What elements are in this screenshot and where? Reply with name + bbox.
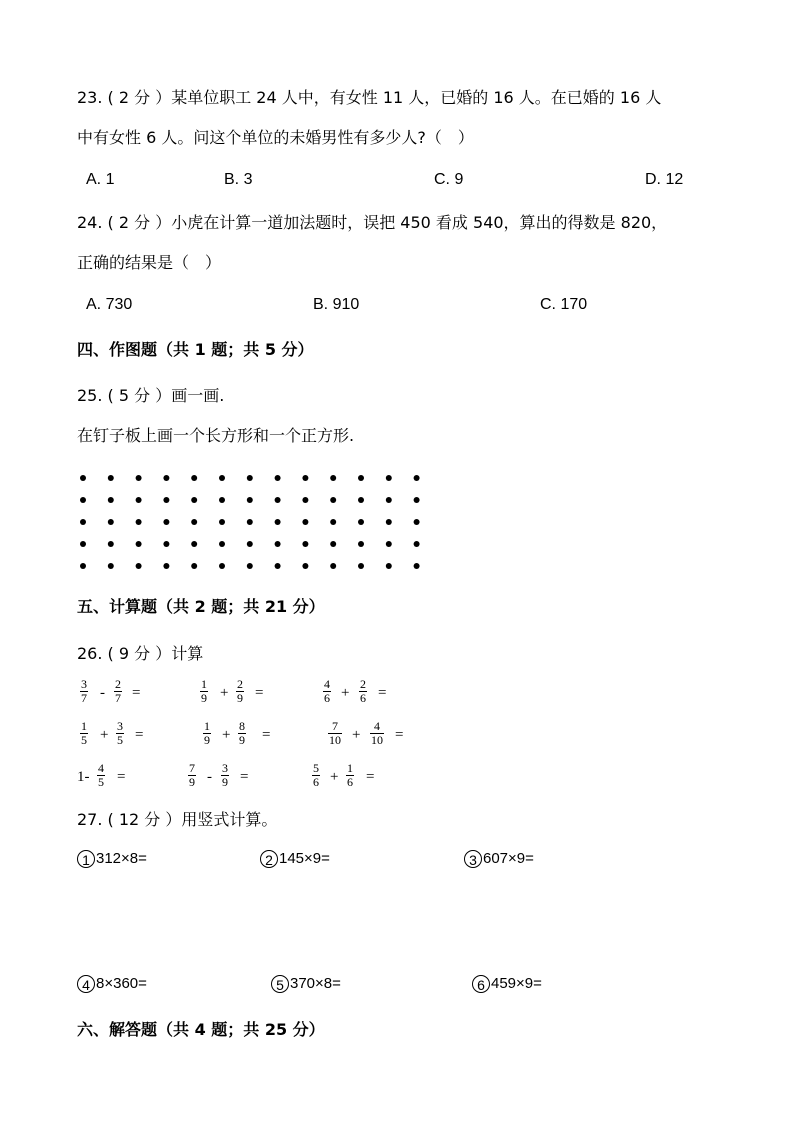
pegboard-grid[interactable] <box>70 468 430 578</box>
peg-dot[interactable] <box>163 475 169 481</box>
q27-item-4: 4 8×360= <box>77 975 147 993</box>
q26-expression-3: $\frac{4}{6}$ + $\frac{2}{6}$ = <box>324 677 387 705</box>
peg-dot[interactable] <box>386 475 392 481</box>
peg-dot[interactable] <box>302 497 308 503</box>
peg-dot[interactable] <box>108 563 114 569</box>
peg-dot[interactable] <box>302 563 308 569</box>
peg-dot[interactable] <box>108 519 114 525</box>
q27-item-5: 5 370×8= <box>271 975 341 993</box>
q23-option-a: A. 1 <box>86 171 115 188</box>
q26-text-line1: 26. ( 9 分 ）计算 <box>77 644 204 663</box>
peg-dot[interactable] <box>414 497 420 503</box>
q26-expression-2: $\frac{1}{9}$ + $\frac{2}{9}$ = <box>201 677 264 705</box>
q23-text-line1: 23. ( 2 分 ）某单位职工 24 人中，有女性 11 人，已婚的 16 人。在已婚的 16 人 <box>77 88 662 107</box>
peg-dot[interactable] <box>219 475 225 481</box>
peg-dot[interactable] <box>358 475 364 481</box>
q27-item-6: 6 459×9= <box>472 975 542 993</box>
q26-expression-8: $\frac{7}{9}$ - $\frac{3}{9}$ = <box>189 761 249 789</box>
peg-dot[interactable] <box>247 563 253 569</box>
peg-dot[interactable] <box>330 475 336 481</box>
peg-dot[interactable] <box>80 563 86 569</box>
peg-dot[interactable] <box>275 563 281 569</box>
peg-dot[interactable] <box>275 519 281 525</box>
peg-dot[interactable] <box>163 497 169 503</box>
peg-dot[interactable] <box>386 563 392 569</box>
peg-dot[interactable] <box>358 563 364 569</box>
peg-dot[interactable] <box>414 475 420 481</box>
peg-dot[interactable] <box>302 475 308 481</box>
q25-text-line1: 25. ( 5 分 ）画一画. <box>77 386 225 405</box>
section-heading-drawing: 四、作图题（共 1 题；共 5 分） <box>77 340 314 359</box>
peg-dot[interactable] <box>136 563 142 569</box>
circled-number-1: 1 <box>77 850 95 868</box>
peg-dot[interactable] <box>80 519 86 525</box>
peg-dot[interactable] <box>386 541 392 547</box>
peg-dot[interactable] <box>191 497 197 503</box>
peg-dot[interactable] <box>247 519 253 525</box>
peg-dot[interactable] <box>219 519 225 525</box>
q23-option-b: B. 3 <box>224 171 253 188</box>
peg-dot[interactable] <box>191 541 197 547</box>
peg-dot[interactable] <box>275 541 281 547</box>
q27-text-line1: 27. ( 12 分 ）用竖式计算。 <box>77 810 278 829</box>
q26-expression-6: $\frac{7}{10}$ + $\frac{4}{10}$ = <box>329 719 404 747</box>
q23-option-c: C. 9 <box>434 171 464 188</box>
peg-dot[interactable] <box>136 497 142 503</box>
peg-dot[interactable] <box>358 497 364 503</box>
peg-dot[interactable] <box>219 563 225 569</box>
q26-expression-5: $\frac{1}{9}$ + $\frac{8}{9}$ = <box>204 719 271 747</box>
q24-option-c: C. 170 <box>540 296 588 313</box>
circled-number-4: 4 <box>77 975 95 993</box>
peg-dot[interactable] <box>358 519 364 525</box>
peg-dot[interactable] <box>330 563 336 569</box>
peg-dot[interactable] <box>80 475 86 481</box>
peg-dot[interactable] <box>191 519 197 525</box>
peg-dot[interactable] <box>191 563 197 569</box>
q24-text-line2: 正确的结果是（ ） <box>77 253 222 272</box>
peg-dot[interactable] <box>414 541 420 547</box>
peg-dot[interactable] <box>275 497 281 503</box>
q26-expression-7: 1- $\frac{4}{5}$ = <box>77 761 126 789</box>
peg-dot[interactable] <box>163 519 169 525</box>
q24-option-a: A. 730 <box>86 296 133 313</box>
q24-text-line1: 24. ( 2 分 ）小虎在计算一道加法题时，误把 450 看成 540，算出的得数是 820， <box>77 213 668 232</box>
peg-dot[interactable] <box>302 541 308 547</box>
peg-dot[interactable] <box>386 497 392 503</box>
peg-dot[interactable] <box>386 519 392 525</box>
peg-dot[interactable] <box>358 541 364 547</box>
peg-dot[interactable] <box>108 475 114 481</box>
peg-dot[interactable] <box>219 497 225 503</box>
circled-number-5: 5 <box>271 975 289 993</box>
peg-dot[interactable] <box>80 497 86 503</box>
peg-dot[interactable] <box>330 519 336 525</box>
peg-dot[interactable] <box>247 497 253 503</box>
peg-dot[interactable] <box>136 541 142 547</box>
circled-number-2: 2 <box>260 850 278 868</box>
peg-dot[interactable] <box>247 541 253 547</box>
section-heading-solve: 六、解答题（共 4 题；共 25 分） <box>77 1020 325 1039</box>
peg-dot[interactable] <box>80 541 86 547</box>
q23-text-line2: 中有女性 6 人。问这个单位的未婚男性有多少人?（ ） <box>77 128 474 147</box>
q27-item-1: 1 312×8= <box>77 850 147 868</box>
q27-item-2: 2 145×9= <box>260 850 330 868</box>
peg-dot[interactable] <box>219 541 225 547</box>
q26-expression-9: $\frac{5}{6}$ + $\frac{1}{6}$ = <box>313 761 375 789</box>
q24-option-b: B. 910 <box>313 296 360 313</box>
peg-dot[interactable] <box>108 541 114 547</box>
peg-dot[interactable] <box>330 497 336 503</box>
section-heading-calculation: 五、计算题（共 2 题；共 21 分） <box>77 597 325 616</box>
peg-dot[interactable] <box>414 563 420 569</box>
peg-dot[interactable] <box>191 475 197 481</box>
q27-item-3: 3 607×9= <box>464 850 534 868</box>
q26-expression-4: $\frac{1}{5}$ + $\frac{3}{5}$ = <box>81 719 144 747</box>
q26-expression-1: $\frac{3}{7}$ - $\frac{2}{7}$ = <box>81 677 141 705</box>
peg-dot[interactable] <box>163 541 169 547</box>
peg-dot[interactable] <box>330 541 336 547</box>
q25-text-line2: 在钉子板上画一个长方形和一个正方形. <box>77 426 355 445</box>
q23-option-d: D. 12 <box>645 171 684 188</box>
peg-dot[interactable] <box>414 519 420 525</box>
peg-dot[interactable] <box>275 475 281 481</box>
circled-number-3: 3 <box>464 850 482 868</box>
peg-dot[interactable] <box>108 497 114 503</box>
peg-dot[interactable] <box>163 563 169 569</box>
peg-dot[interactable] <box>136 519 142 525</box>
peg-dot[interactable] <box>247 475 253 481</box>
peg-dot[interactable] <box>302 519 308 525</box>
circled-number-6: 6 <box>472 975 490 993</box>
peg-dot[interactable] <box>136 475 142 481</box>
